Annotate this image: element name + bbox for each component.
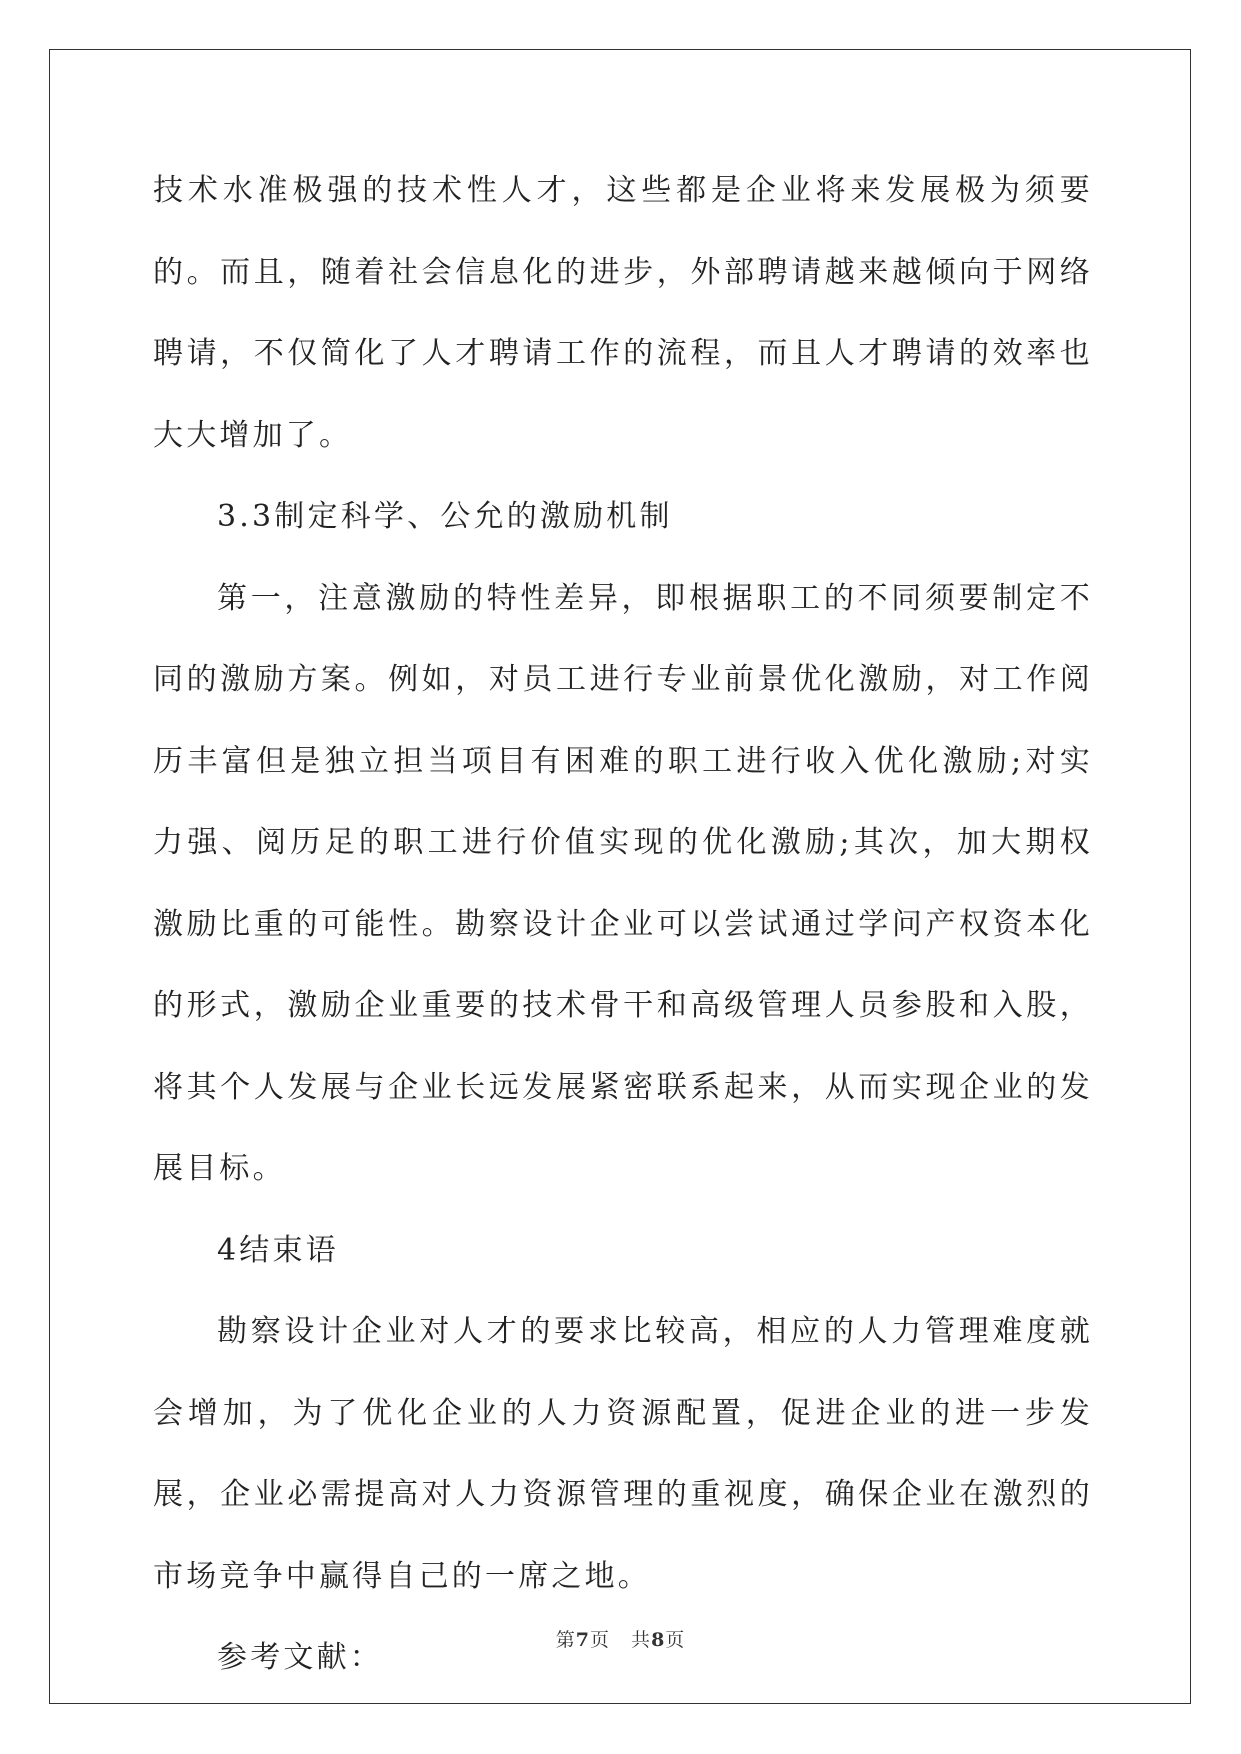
references-heading: 参考文献： [217,1640,383,1675]
current-page-number: 7 [575,1629,590,1651]
section-heading-3-3: 3.3制定科学、公允的激励机制 [217,499,673,534]
document-body [153,150,1093,1699]
footer-prefix: 第 [555,1629,576,1651]
paragraph-continuation: 技术水准极强的技术性人才，这些都是企业将来发展极为须要的。而且，随着社会信息化的进步，外部聘请越来越倾向于网络聘请，不仅简化了人才聘请工作的流程，而且人才聘请的效率也大大增加了。 [153,173,1093,453]
total-page-number: 8 [651,1629,666,1651]
section-heading-conclusion: 4结束语 [217,1232,339,1268]
page-footer [0,1625,1241,1652]
footer-suffix: 页 [665,1629,686,1651]
paragraph-incentive: 第一，注意激励的特性差异，即根据职工的不同须要制定不同的激励方案。例如，对员工进行专业前景优化激励，对工作阅历丰富但是独立担当项目有困难的职工进行收入优化激励;对实力强、阅历足的职工进行价值实现的优化激励;其次，加大期权激励比重的可能性。勘察设计企业可以尝试通过学问产权资本化的形式，激励企业重要的技术骨干和高级管理人员参股和入股，将其个人发展与企业长远发展紧密联系起来，从而实现企业的发展目标。 [153,580,1093,1186]
footer-middle: 页 共 [589,1629,652,1651]
paragraph-conclusion: 勘察设计企业对人才的要求比较高，相应的人力管理难度就会增加，为了优化企业的人力资源配置，促进企业的进一步发展，企业必需提高对人力资源管理的重视度，确保企业在激烈的市场竞争中赢得自己的一席之地。 [153,1314,1093,1594]
